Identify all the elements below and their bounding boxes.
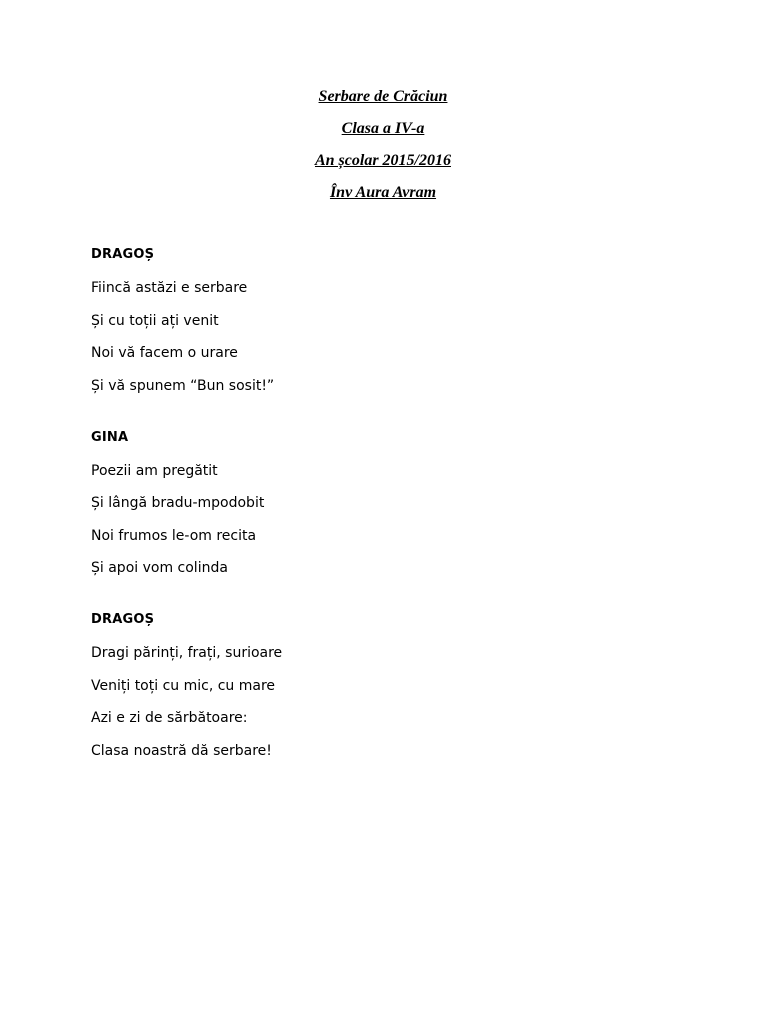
teacher-name: Înv Aura Avram [329,184,437,201]
verse-line: Noi vă facem o urare [91,345,238,361]
poem-content [91,244,711,792]
stanza-2 [91,427,711,580]
verse-line: Veniți toți cu mic, cu mare [91,677,276,694]
verse-line: Și cu toții ați venit [91,312,219,329]
stanza-3 [91,609,711,762]
speaker-name: DRAGOȘ [91,612,155,627]
verse-line: Și apoi vom colinda [91,560,228,576]
verse-line: Și vă spunem “Bun sosit!” [91,377,275,394]
verse-line: Și lângă bradu-mpodobit [91,495,265,511]
verse-line: Azi e zi de sărbătoare: [91,710,248,726]
stanza-1 [91,244,711,397]
speaker-name: DRAGOȘ [91,247,155,262]
verse-line: Noi frumos le-om recita [91,527,257,544]
document-title: Serbare de Crăciun [318,88,448,105]
speaker-name: GINA [91,429,129,445]
school-year: An școlar 2015/2016 [314,152,451,169]
verse-line: Clasa noastră dă serbare! [91,742,272,759]
class-name: Clasa a IV-a [341,120,425,137]
verse-line: Fiincă astăzi e serbare [91,280,248,296]
verse-line: Poezii am pregătit [91,462,218,479]
verse-line: Dragi părinți, frați, surioare [91,645,283,661]
title-block [0,86,768,214]
